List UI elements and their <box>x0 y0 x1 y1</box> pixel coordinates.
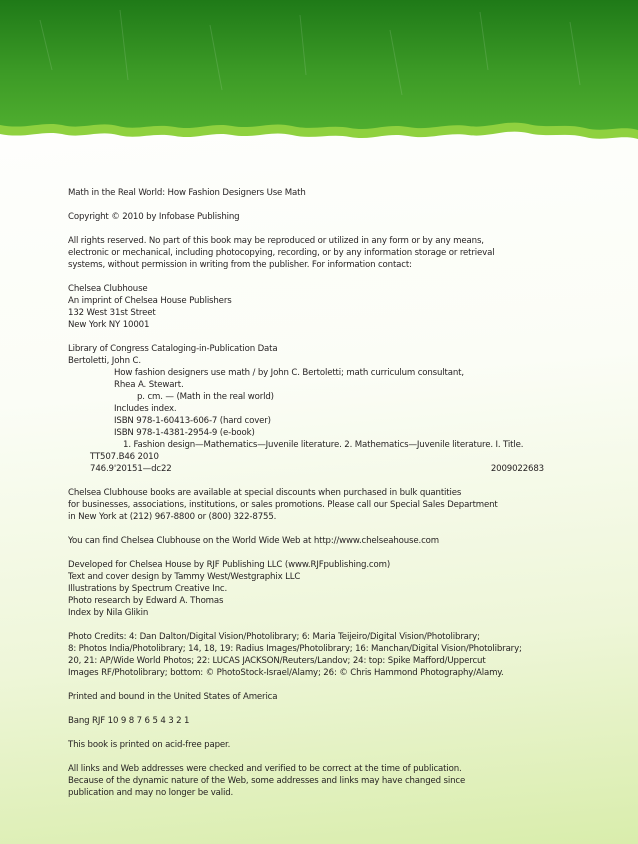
links-disclaimer: All links and Web addresses were checked and verified to be correct at the time of publication. Because of the dynamic nature of the Web, some addresses and links may have changed since publication and may no longer be valid. <box>68 764 466 798</box>
green-grass-banner <box>0 0 638 150</box>
photo-credits: Photo Credits: 4: Dan Dalton/Digital Vision/Photolibrary; 6: Maria Teijeiro/Digital Vision/Photolibrary; 8: Photos India/Photolibrary; 14, 18, 19: Radius Images/Photolibrary; 16: Manchan/Digital Vision/Photolibrary; 20, 21: AP/Wide World Photos; 22: LUCAS JACKSON/Reuters/Landov; 24: top: Spike Mafford/Uppercut Images RF/Photolibrary; bottom: © PhotoStock-Israel/Alamy; 26: © Chris Hammond Photography/Alamy. <box>68 632 522 678</box>
copyright-notice: Copyright © 2010 by Infobase Publishing <box>68 212 240 222</box>
bulk-sales-notice: Chelsea Clubhouse books are available at special discounts when purchased in bulk quantities for businesses, associations, institutions, or sales promotions. Please call our Special Sales Department in New York at (212) 967-8800 or (800) 322-8755. <box>68 488 498 522</box>
printing-line: Bang RJF 10 9 8 7 6 5 4 3 2 1 <box>68 716 190 726</box>
banner-graphic <box>0 0 638 150</box>
printed-notice: Printed and bound in the United States of America <box>68 692 278 702</box>
production-credits: Developed for Chelsea House by RJF Publishing LLC (www.RJFpublishing.com) Text and cover design by Tammy West/Westgraphix LLC Illustrations by Spectrum Creative Inc. Photo research by Edward A. Thomas Index by Nila Glikin <box>68 560 391 618</box>
website-notice: You can find Chelsea Clubhouse on the World Wide Web at http://www.chelseahouse.com <box>68 536 439 546</box>
book-title-line: Math in the Real World: How Fashion Designers Use Math <box>68 188 306 198</box>
publisher-contact: Chelsea Clubhouse An imprint of Chelsea House Publishers 132 West 31st Street New York NY 10001 <box>68 284 232 330</box>
call-number-row: 746.9'20151—dc22 2009022683 <box>90 464 544 474</box>
rights-statement: All rights reserved. No part of this book may be reproduced or utilized in any form or by any means, electronic or mechanical, including photocopying, recording, or by any information storage or retrieval systems, without permission in writing from the publisher. For information contact: <box>68 236 495 270</box>
paper-notice: This book is printed on acid-free paper. <box>68 740 231 750</box>
cataloging-data: Library of Congress Cataloging-in-Publication Data Bertoletti, John C. How fashion designers use math / by John C. Bertoletti; math curriculum consultant, Rhea A. Stewart. p. cm. — (Math in the real world) Includes index. ISBN 978-1-60413-606-7 (hard cover) ISBN 978-1-4381-2954-9 (e-book) 1. Fashion design—Mathematics—Juvenile literature. 2. Mathematics—Juvenile literature. I. Title. TT507.B46 2010 746.9'20151—dc22 2009022683 <box>68 343 588 475</box>
banner-grass-body <box>0 0 638 130</box>
copyright-page-text <box>68 187 588 811</box>
